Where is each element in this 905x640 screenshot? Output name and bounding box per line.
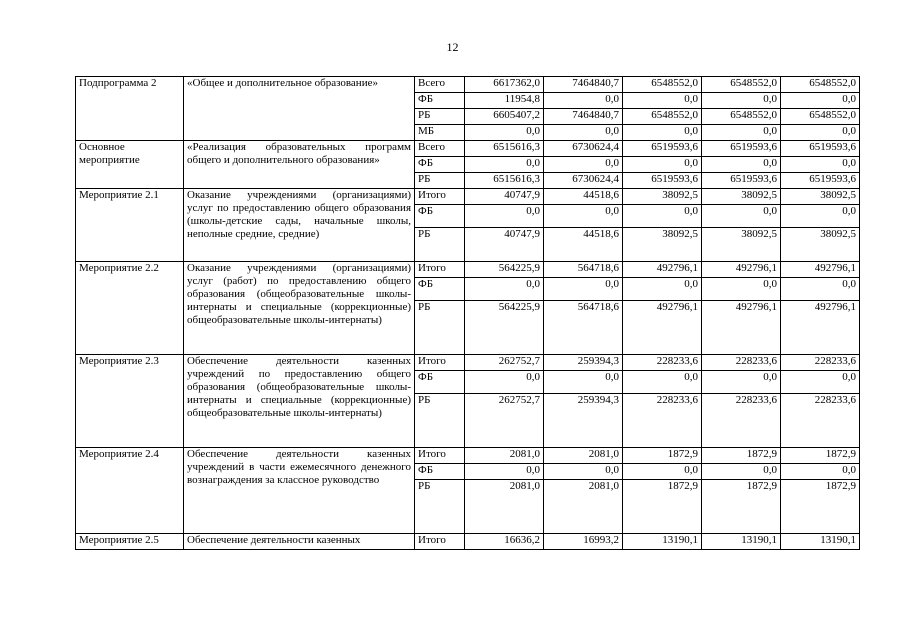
amount-cell: 0,0 — [544, 278, 623, 301]
amount-cell: 262752,7 — [465, 355, 544, 371]
funding-source-cell: ФБ — [415, 157, 465, 173]
amount-cell: 6548552,0 — [623, 109, 702, 125]
amount-cell: 44518,6 — [544, 189, 623, 205]
amount-cell: 1872,9 — [702, 448, 781, 464]
funding-source-cell: Всего — [415, 77, 465, 93]
amount-cell: 0,0 — [702, 371, 781, 394]
table-row — [76, 189, 860, 205]
funding-source-cell: ФБ — [415, 93, 465, 109]
activity-code-cell: Основное мероприятие — [76, 141, 184, 189]
amount-cell: 16636,2 — [465, 534, 544, 550]
amount-cell: 259394,3 — [544, 394, 623, 448]
amount-cell: 1872,9 — [702, 480, 781, 534]
amount-cell: 0,0 — [623, 125, 702, 141]
amount-cell: 0,0 — [781, 205, 860, 228]
amount-cell: 0,0 — [781, 93, 860, 109]
amount-cell: 38092,5 — [623, 228, 702, 262]
activity-code-cell: Подпрограмма 2 — [76, 77, 184, 141]
amount-cell: 6519593,6 — [623, 173, 702, 189]
funding-source-cell: ФБ — [415, 371, 465, 394]
amount-cell: 38092,5 — [623, 189, 702, 205]
funding-source-cell: ФБ — [415, 205, 465, 228]
amount-cell: 492796,1 — [781, 301, 860, 355]
activity-code-cell: Мероприятие 2.2 — [76, 262, 184, 355]
activity-name-cell: Обеспечение деятельности казенных — [184, 534, 415, 550]
amount-cell: 6617362,0 — [465, 77, 544, 93]
amount-cell: 0,0 — [465, 125, 544, 141]
funding-source-cell: Итого — [415, 448, 465, 464]
funding-source-cell: РБ — [415, 394, 465, 448]
amount-cell: 2081,0 — [544, 448, 623, 464]
amount-cell: 259394,3 — [544, 355, 623, 371]
amount-cell: 0,0 — [702, 125, 781, 141]
funding-source-cell: РБ — [415, 228, 465, 262]
amount-cell: 38092,5 — [781, 189, 860, 205]
table-row — [76, 77, 860, 93]
amount-cell: 6548552,0 — [623, 77, 702, 93]
table-row — [76, 355, 860, 371]
activity-code-cell: Мероприятие 2.5 — [76, 534, 184, 550]
amount-cell: 1872,9 — [623, 448, 702, 464]
page-number: 12 — [446, 40, 459, 54]
activity-name-cell: Обеспечение деятельности казенных учреждений по предоставлению общего образования (общеобразовательные школы-интернаты и специальные (коррекционные) общеобразовательные школы-интернаты) — [184, 355, 415, 448]
amount-cell: 0,0 — [465, 157, 544, 173]
amount-cell: 6548552,0 — [781, 109, 860, 125]
amount-cell: 6519593,6 — [623, 141, 702, 157]
amount-cell: 0,0 — [781, 278, 860, 301]
funding-source-cell: РБ — [415, 480, 465, 534]
table-row — [76, 141, 860, 157]
budget-table-body — [76, 77, 860, 550]
amount-cell: 6605407,2 — [465, 109, 544, 125]
funding-source-cell: МБ — [415, 125, 465, 141]
amount-cell: 228233,6 — [702, 394, 781, 448]
amount-cell: 564225,9 — [465, 262, 544, 278]
amount-cell: 0,0 — [702, 157, 781, 173]
funding-source-cell: ФБ — [415, 464, 465, 480]
table-row — [76, 448, 860, 464]
activity-name-cell: «Реализация образовательных программ общего и дополнительного образования» — [184, 141, 415, 189]
amount-cell: 564718,6 — [544, 262, 623, 278]
amount-cell: 564718,6 — [544, 301, 623, 355]
amount-cell: 492796,1 — [702, 262, 781, 278]
activity-code-cell: Мероприятие 2.1 — [76, 189, 184, 262]
amount-cell: 0,0 — [623, 157, 702, 173]
amount-cell: 6519593,6 — [702, 173, 781, 189]
budget-table — [75, 76, 860, 550]
amount-cell: 228233,6 — [781, 394, 860, 448]
amount-cell: 6548552,0 — [702, 109, 781, 125]
amount-cell: 6548552,0 — [702, 77, 781, 93]
amount-cell: 0,0 — [544, 157, 623, 173]
amount-cell: 6519593,6 — [702, 141, 781, 157]
amount-cell: 38092,5 — [702, 189, 781, 205]
amount-cell: 40747,9 — [465, 228, 544, 262]
amount-cell: 6519593,6 — [781, 173, 860, 189]
amount-cell: 0,0 — [623, 371, 702, 394]
amount-cell: 228233,6 — [623, 355, 702, 371]
amount-cell: 492796,1 — [781, 262, 860, 278]
amount-cell: 6548552,0 — [781, 77, 860, 93]
amount-cell: 7464840,7 — [544, 109, 623, 125]
amount-cell: 11954,8 — [465, 93, 544, 109]
amount-cell: 0,0 — [544, 93, 623, 109]
amount-cell: 0,0 — [544, 371, 623, 394]
amount-cell: 7464840,7 — [544, 77, 623, 93]
amount-cell: 262752,7 — [465, 394, 544, 448]
amount-cell: 1872,9 — [623, 480, 702, 534]
amount-cell: 0,0 — [702, 464, 781, 480]
amount-cell: 0,0 — [544, 125, 623, 141]
amount-cell: 0,0 — [623, 278, 702, 301]
activity-name-cell: Оказание учреждениями (организациями) услуг (работ) по предоставлению общего образования (общеобразовательные школы-интернаты и специальные (коррекционные) общеобразовательные школы-интернаты) — [184, 262, 415, 355]
amount-cell: 0,0 — [623, 205, 702, 228]
amount-cell: 6730624,4 — [544, 173, 623, 189]
amount-cell: 13190,1 — [702, 534, 781, 550]
amount-cell: 0,0 — [465, 371, 544, 394]
amount-cell: 2081,0 — [465, 448, 544, 464]
amount-cell: 0,0 — [623, 464, 702, 480]
amount-cell: 1872,9 — [781, 480, 860, 534]
amount-cell: 2081,0 — [544, 480, 623, 534]
activity-name-cell: Обеспечение деятельности казенных учреждений в части ежемесячного денежного вознаграждения за классное руководство — [184, 448, 415, 534]
funding-source-cell: РБ — [415, 301, 465, 355]
amount-cell: 2081,0 — [465, 480, 544, 534]
funding-source-cell: Итого — [415, 355, 465, 371]
amount-cell: 228233,6 — [623, 394, 702, 448]
amount-cell: 0,0 — [623, 93, 702, 109]
amount-cell: 0,0 — [465, 464, 544, 480]
activity-code-cell: Мероприятие 2.4 — [76, 448, 184, 534]
amount-cell: 492796,1 — [623, 301, 702, 355]
activity-name-cell: «Общее и дополнительное образование» — [184, 77, 415, 141]
table-row — [76, 262, 860, 278]
amount-cell: 16993,2 — [544, 534, 623, 550]
amount-cell: 38092,5 — [702, 228, 781, 262]
amount-cell: 44518,6 — [544, 228, 623, 262]
amount-cell: 492796,1 — [623, 262, 702, 278]
amount-cell: 0,0 — [702, 93, 781, 109]
funding-source-cell: РБ — [415, 109, 465, 125]
amount-cell: 6515616,3 — [465, 173, 544, 189]
amount-cell: 38092,5 — [781, 228, 860, 262]
amount-cell: 0,0 — [702, 205, 781, 228]
amount-cell: 13190,1 — [623, 534, 702, 550]
activity-code-cell: Мероприятие 2.3 — [76, 355, 184, 448]
amount-cell: 1872,9 — [781, 448, 860, 464]
amount-cell: 0,0 — [702, 278, 781, 301]
amount-cell: 6730624,4 — [544, 141, 623, 157]
table-row — [76, 534, 860, 550]
amount-cell: 0,0 — [781, 157, 860, 173]
amount-cell: 228233,6 — [781, 355, 860, 371]
amount-cell: 40747,9 — [465, 189, 544, 205]
amount-cell: 0,0 — [781, 125, 860, 141]
amount-cell: 6519593,6 — [781, 141, 860, 157]
funding-source-cell: Итого — [415, 262, 465, 278]
activity-name-cell: Оказание учреждениями (организациями) услуг по предоставлению общего образования (школы-детские сады, начальные школы, неполные средние, средние) — [184, 189, 415, 262]
amount-cell: 492796,1 — [702, 301, 781, 355]
funding-source-cell: Итого — [415, 534, 465, 550]
amount-cell: 0,0 — [781, 371, 860, 394]
amount-cell: 0,0 — [465, 205, 544, 228]
amount-cell: 0,0 — [465, 278, 544, 301]
amount-cell: 0,0 — [544, 205, 623, 228]
amount-cell: 6515616,3 — [465, 141, 544, 157]
funding-source-cell: РБ — [415, 173, 465, 189]
amount-cell: 0,0 — [544, 464, 623, 480]
amount-cell: 13190,1 — [781, 534, 860, 550]
funding-source-cell: ФБ — [415, 278, 465, 301]
amount-cell: 564225,9 — [465, 301, 544, 355]
funding-source-cell: Итого — [415, 189, 465, 205]
amount-cell: 0,0 — [781, 464, 860, 480]
amount-cell: 228233,6 — [702, 355, 781, 371]
funding-source-cell: Всего — [415, 141, 465, 157]
